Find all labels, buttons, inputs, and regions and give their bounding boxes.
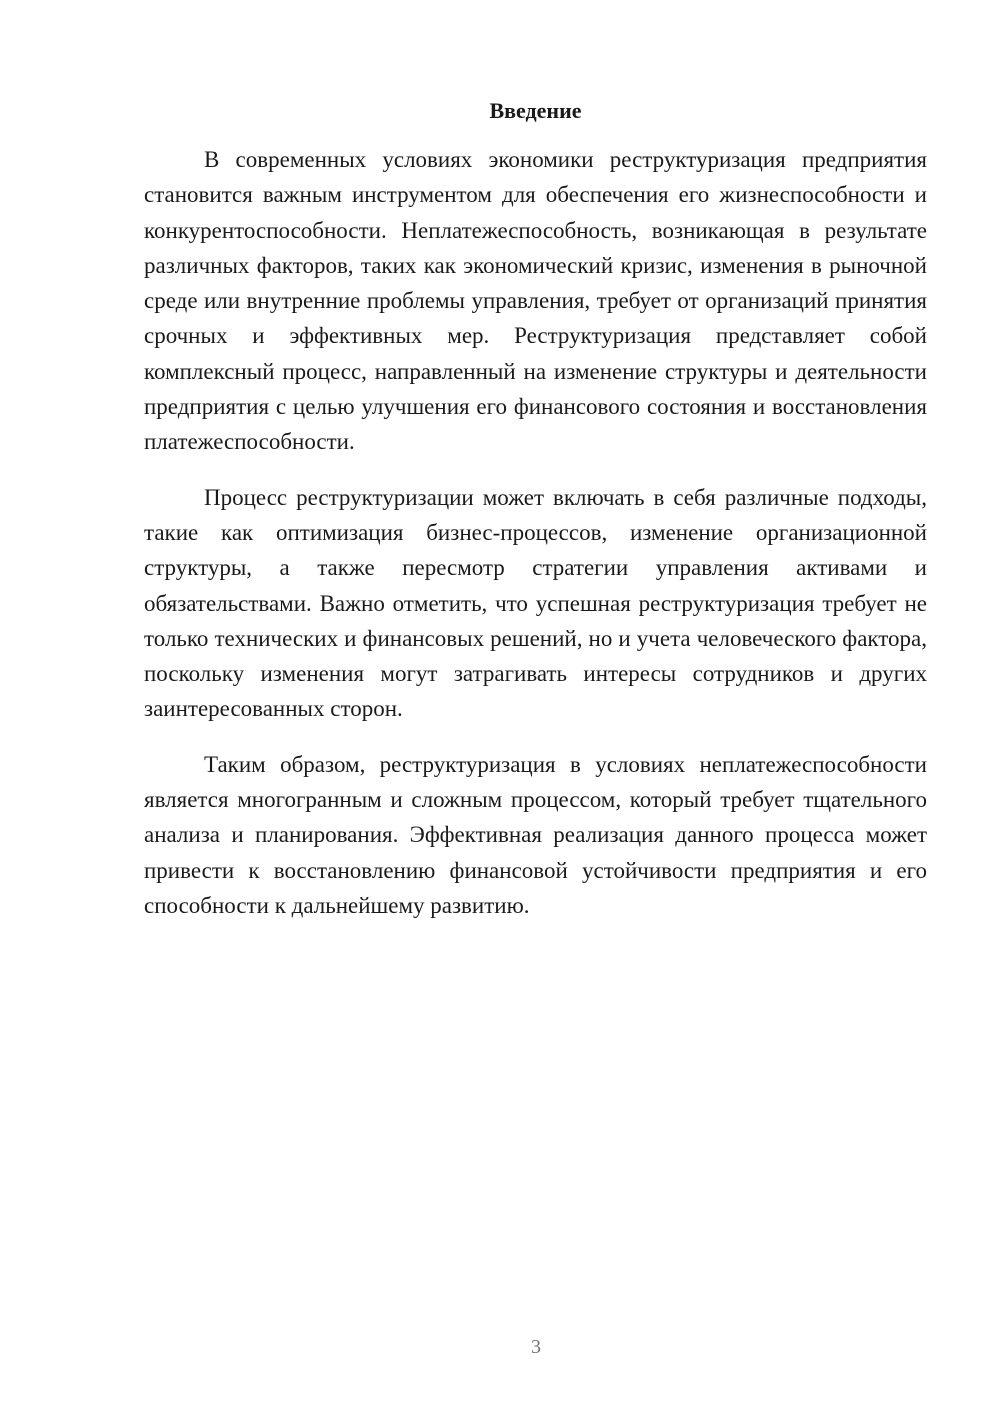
- paragraph-3: Таким образом, реструктуризация в условиях неплатежеспособности является многогранным и сложным процессом, который требует тщательного анализа и планирования. Эффективная реализация данного процесса может привести к восстановлению финансовой устойчивости предприятия и его способности к дальнейшему развитию.: [144, 751, 927, 918]
- paragraph-2: Процесс реструктуризации может включать в себя различные подходы, такие как оптимизация бизнес-процессов, изменение организационной структуры, а также пересмотр стратегии управления активами и обязательствами. Важно отметить, что успешная реструктуризация требует не только технических и финансовых решений, но и учета человеческого фактора, поскольку изменения могут затрагивать интересы сотрудников и других заинтересованных сторон.: [144, 484, 927, 722]
- body-text: [144, 142, 927, 923]
- paragraph-1: В современных условиях экономики реструктуризация предприятия становится важным инструментом для обеспечения его жизнеспособности и конкурентоспособности. Неплатежеспособность, возникающая в результате различных факторов, таких как экономический кризис, изменения в рыночной среде или внутренние проблемы управления, требует от организаций принятия срочных и эффективных мер. Реструктуризация представляет собой комплексный процесс, направленный на изменение структуры и деятельности предприятия с целью улучшения его финансового состояния и восстановления платежеспособности.: [144, 147, 927, 455]
- page-number: 3: [531, 1336, 541, 1358]
- section-heading: Введение: [489, 98, 582, 123]
